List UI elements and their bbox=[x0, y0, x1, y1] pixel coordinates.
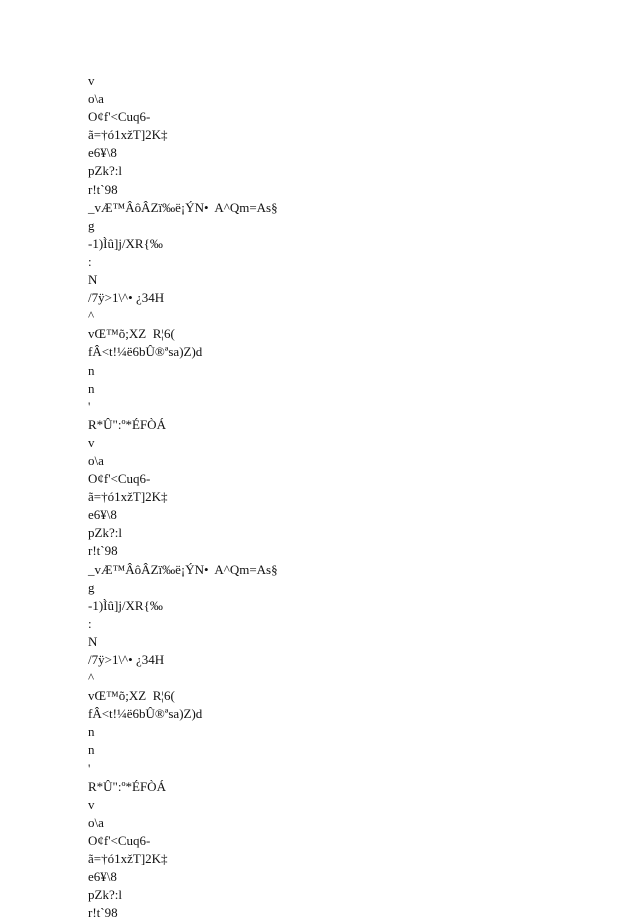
text-line: n bbox=[88, 380, 95, 396]
text-line: : bbox=[88, 253, 92, 269]
text-line: r!t`98 bbox=[88, 543, 118, 559]
text-line: O¢f'<Cuq6- bbox=[88, 109, 151, 125]
text-line: ^ bbox=[88, 308, 95, 324]
text-line: pZk?:l bbox=[88, 525, 122, 541]
text-line: /7ÿ>1\^• ¿34H bbox=[88, 652, 165, 667]
text-line: O¢f'<Cuq6- bbox=[88, 471, 151, 487]
text-line: n bbox=[88, 724, 95, 740]
text-line: fÂ<t!¼ë6bÛ®ªsa)Z)d bbox=[88, 344, 203, 360]
text-line: e6¥\8 bbox=[88, 507, 117, 523]
text-line: fÂ<t!¼ë6bÛ®ªsa)Z)d bbox=[88, 706, 203, 722]
text-line: g bbox=[88, 217, 95, 233]
text-line: v bbox=[88, 796, 95, 812]
text-line: R*Û":º*ÉFÒÁ bbox=[88, 778, 166, 794]
text-line: pZk?:l bbox=[88, 163, 122, 179]
text-line: _vÆ™ÂôÂZï‰ë¡ÝN• A^Qm=As§ bbox=[88, 561, 278, 577]
text-line: -1)Ìû]j/XR{‰ bbox=[88, 235, 163, 251]
text-line: /7ÿ>1\^• ¿34H bbox=[88, 290, 165, 306]
garbled-text-block bbox=[88, 72, 278, 922]
text-line: ^ bbox=[88, 670, 95, 686]
text-line: ã=†ó1xžT]2K‡ bbox=[88, 127, 168, 143]
text-line: o\a bbox=[88, 91, 104, 107]
text-line: -1)Ìû]j/XR{‰ bbox=[88, 597, 163, 613]
text-line: vŒ™õ;XZ R¦6( bbox=[88, 326, 175, 342]
text-line: o\a bbox=[88, 452, 104, 468]
text-line: ã=†ó1xžT]2K‡ bbox=[88, 851, 168, 867]
text-line: N bbox=[88, 633, 98, 649]
text-line: N bbox=[88, 272, 98, 288]
text-line: v bbox=[88, 73, 95, 88]
text-line: _vÆ™ÂôÂZï‰ë¡ÝN• A^Qm=As§ bbox=[88, 199, 278, 215]
text-line: e6¥\8 bbox=[88, 869, 117, 885]
text-line: ' bbox=[88, 398, 91, 414]
text-line: e6¥\8 bbox=[88, 145, 117, 161]
text-line: : bbox=[88, 615, 92, 631]
text-line: g bbox=[88, 579, 95, 595]
text-line: r!t`98 bbox=[88, 905, 118, 921]
text-line: n bbox=[88, 362, 95, 378]
text-line: R*Û":º*ÉFÒÁ bbox=[88, 416, 166, 432]
text-line: ã=†ó1xžT]2K‡ bbox=[88, 489, 168, 505]
text-line: v bbox=[88, 434, 95, 450]
text-line: o\a bbox=[88, 814, 104, 830]
text-line: r!t`98 bbox=[88, 181, 118, 197]
text-line: n bbox=[88, 742, 95, 758]
text-line: O¢f'<Cuq6- bbox=[88, 832, 151, 848]
text-line: pZk?:l bbox=[88, 887, 122, 903]
text-line: vŒ™õ;XZ R¦6( bbox=[88, 688, 175, 704]
text-line: ' bbox=[88, 760, 91, 776]
